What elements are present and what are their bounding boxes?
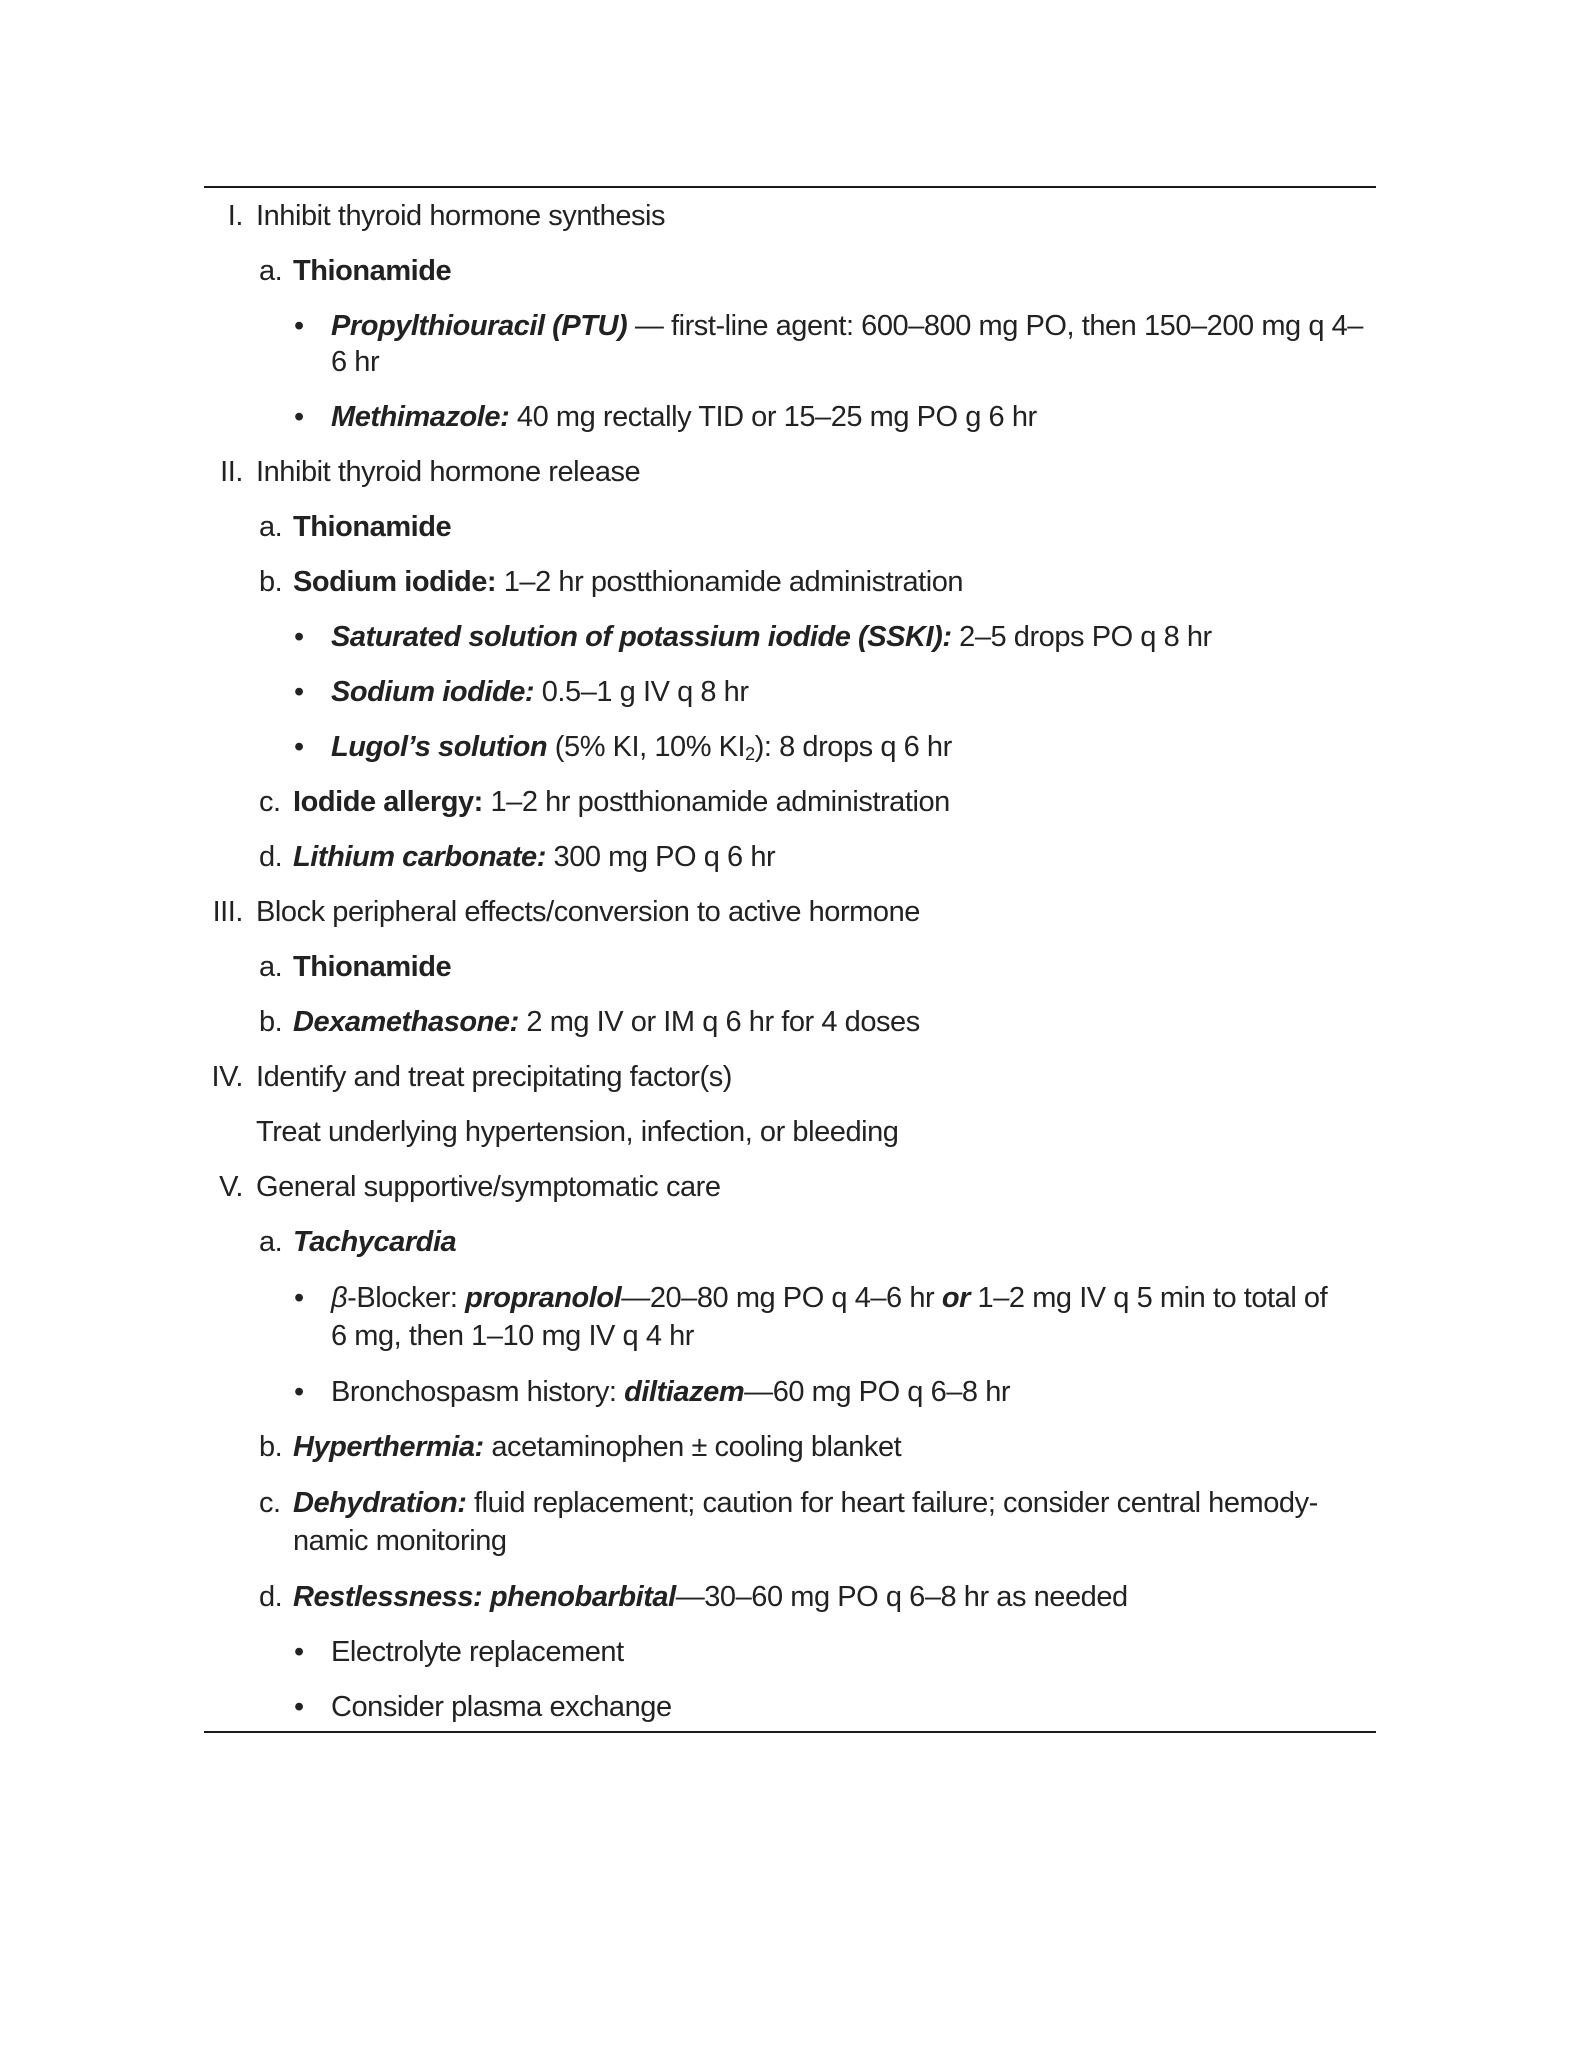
bullet-icon: • xyxy=(294,1691,304,1723)
item-text-line2: namic monitoring xyxy=(293,1525,507,1557)
item-marker: b. xyxy=(259,566,283,598)
s1-item-a xyxy=(204,253,1376,289)
bullet-icon: • xyxy=(294,401,304,433)
s5-d-bullet-2 xyxy=(204,1689,1376,1725)
drug-label: Propylthiouracil (PTU) xyxy=(331,310,628,342)
item-label: Thionamide xyxy=(293,255,452,287)
bullet-text: Consider plasma exchange xyxy=(331,1691,672,1723)
s5-a-bullet-2 xyxy=(204,1374,1376,1410)
section-numeral: I. xyxy=(227,200,243,232)
s4-note: Treat underlying hypertension, infection, or bleeding xyxy=(256,1116,899,1148)
drug-label: Methimazole: xyxy=(331,401,510,433)
treatment-outline xyxy=(204,186,1376,1733)
section-numeral: III. xyxy=(212,896,243,928)
s3-item-b xyxy=(204,1004,1376,1040)
dosage-text-end: 1–2 mg IV q 5 min to total of xyxy=(969,1282,1328,1314)
item-marker: c. xyxy=(259,786,281,818)
drug-label: Saturated solution of potassium iodide (SSKI): xyxy=(331,621,952,653)
section-numeral: II. xyxy=(220,456,243,488)
section-3-heading xyxy=(204,894,1376,930)
item-marker: a. xyxy=(259,255,283,287)
item-label: Tachycardia xyxy=(293,1226,457,1258)
item-label: Sodium iodide: xyxy=(293,566,497,598)
dosage-text: —60 mg PO q 6–8 hr xyxy=(744,1376,1011,1408)
section-4-heading xyxy=(204,1059,1376,1095)
item-label: Lithium carbonate: xyxy=(293,841,546,873)
blocker-label: -Blocker: xyxy=(347,1282,466,1314)
bullet-text: Electrolyte replacement xyxy=(331,1636,624,1668)
s2-b-bullet-2 xyxy=(204,674,1376,710)
bullet-icon: • xyxy=(294,621,304,653)
item-marker: d. xyxy=(259,1581,283,1613)
item-text: 1–2 hr postthionamide administration xyxy=(482,786,950,818)
dosage-text: — first-line agent: 600–800 mg PO, then 150–200 mg q 4–6 hr xyxy=(331,310,1363,378)
item-marker: c. xyxy=(259,1487,281,1519)
s2-item-b xyxy=(204,564,1376,600)
bullet-icon: • xyxy=(294,1636,304,1668)
s5-item-a xyxy=(204,1224,1376,1260)
item-text: 1–2 hr postthionamide administration xyxy=(496,566,964,598)
s2-item-d xyxy=(204,839,1376,875)
section-title: General supportive/symptomatic care xyxy=(256,1171,721,1203)
s1-a-bullet-1 xyxy=(204,308,1376,380)
s5-item-c xyxy=(204,1484,1376,1560)
section-numeral: IV. xyxy=(211,1061,243,1093)
drug-name: propranolol xyxy=(465,1282,622,1314)
drug-name: diltiazem xyxy=(624,1376,745,1408)
subscript: 2 xyxy=(745,744,755,764)
section-numeral: V. xyxy=(219,1171,243,1203)
section-2-heading xyxy=(204,454,1376,490)
drug-label: Lugol’s solution xyxy=(331,731,548,763)
item-text: acetaminophen ± cooling blanket xyxy=(483,1431,902,1463)
s5-item-d xyxy=(204,1579,1376,1615)
beta-symbol: β xyxy=(331,1282,348,1314)
item-marker: a. xyxy=(259,1226,283,1258)
item-marker: b. xyxy=(259,1006,283,1038)
bullet-icon: • xyxy=(294,1282,304,1314)
section-1-heading xyxy=(204,198,1376,234)
item-label: Dehydration: xyxy=(293,1487,467,1519)
item-text: 300 mg PO q 6 hr xyxy=(545,841,776,873)
s5-d-bullet-1 xyxy=(204,1634,1376,1670)
section-title: Inhibit thyroid hormone release xyxy=(256,456,641,488)
bullet-icon: • xyxy=(294,676,304,708)
s2-item-a xyxy=(204,509,1376,545)
section-title: Block peripheral effects/conversion to active hormone xyxy=(256,896,920,928)
s5-item-b xyxy=(204,1429,1376,1465)
item-label: Thionamide xyxy=(293,511,452,543)
item-label: Dexamethasone: xyxy=(293,1006,519,1038)
section-title: Identify and treat precipitating factor(s) xyxy=(256,1061,732,1093)
condition-text: Bronchospasm history: xyxy=(331,1376,625,1408)
item-label: Iodide allergy: xyxy=(293,786,483,818)
item-text: fluid replacement; caution for heart failure; consider central hemody- xyxy=(466,1487,1318,1519)
dosage-text: 40 mg rectally TID or 15–25 mg PO g 6 hr xyxy=(509,401,1037,433)
s5-a-bullet-1 xyxy=(204,1279,1376,1355)
item-text: —30–60 mg PO q 6–8 hr as needed xyxy=(675,1581,1128,1613)
item-label: Thionamide xyxy=(293,951,452,983)
or-word: or xyxy=(941,1282,970,1314)
bullet-icon: • xyxy=(294,731,304,763)
item-marker: a. xyxy=(259,951,283,983)
s2-b-bullet-1 xyxy=(204,619,1376,655)
dosage-text-post: ): 8 drops q 6 hr xyxy=(754,731,952,763)
section-title: Inhibit thyroid hormone synthesis xyxy=(256,200,666,232)
dosage-text-pre: (5% KI, 10% KI xyxy=(547,731,746,763)
s2-item-c xyxy=(204,784,1376,820)
item-marker: a. xyxy=(259,511,283,543)
item-label: Restlessness: phenobarbital xyxy=(293,1581,676,1613)
dosage-text: —20–80 mg PO q 4–6 hr xyxy=(621,1282,942,1314)
s3-item-a xyxy=(204,949,1376,985)
item-marker: b. xyxy=(259,1431,283,1463)
item-marker: d. xyxy=(259,841,283,873)
s1-a-bullet-2 xyxy=(204,399,1376,435)
dosage-text-line2: 6 mg, then 1–10 mg IV q 4 hr xyxy=(331,1320,695,1352)
s2-b-bullet-3 xyxy=(204,729,1376,765)
item-text: 2 mg IV or IM q 6 hr for 4 doses xyxy=(518,1006,920,1038)
item-label: Hyperthermia: xyxy=(293,1431,484,1463)
bullet-icon: • xyxy=(294,1376,304,1408)
drug-label: Sodium iodide: xyxy=(331,676,535,708)
section-5-heading xyxy=(204,1169,1376,1205)
bullet-icon: • xyxy=(294,310,304,342)
dosage-text: 0.5–1 g IV q 8 hr xyxy=(534,676,749,708)
dosage-text: 2–5 drops PO q 8 hr xyxy=(951,621,1212,653)
